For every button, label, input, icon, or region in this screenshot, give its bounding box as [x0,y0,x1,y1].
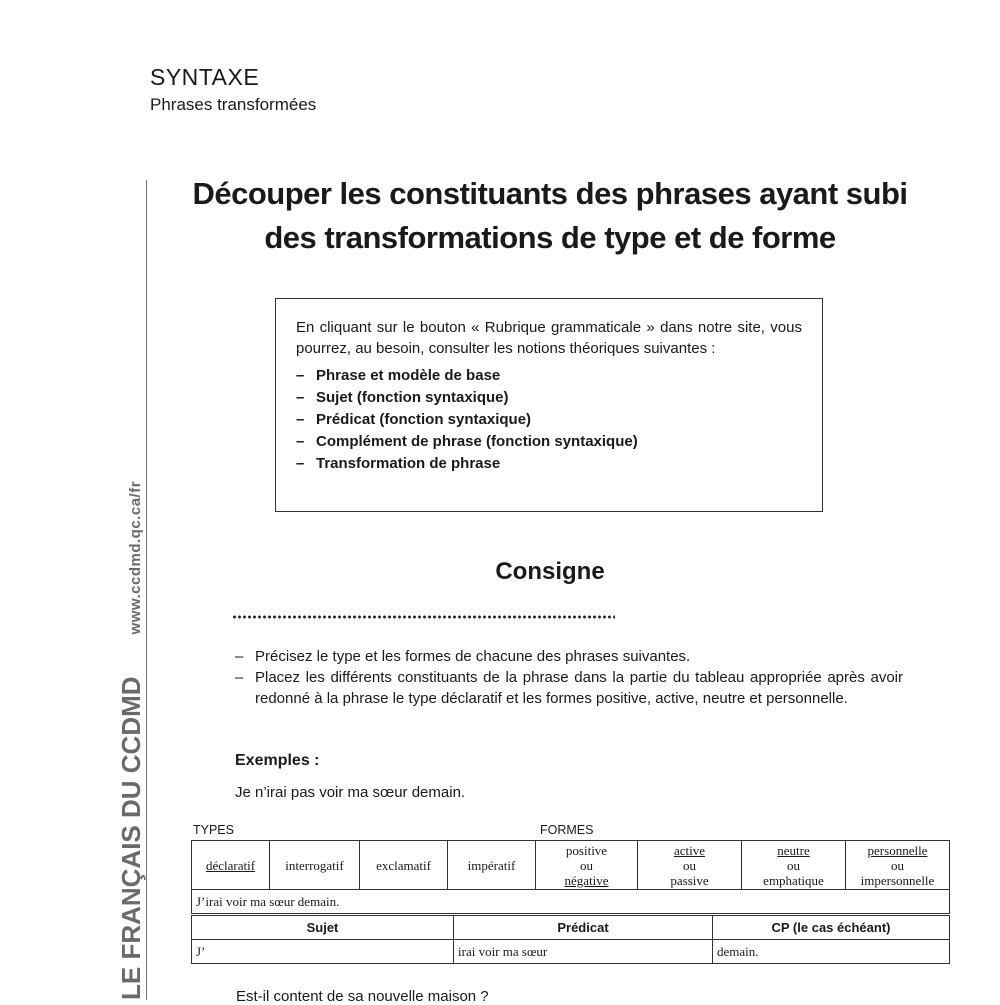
sidebar-brand [112,480,150,1000]
grammar-notes-box [275,298,823,512]
section-label: SYNTAXE [150,64,260,90]
notion-item: – Transformation de phrase [296,455,501,472]
notion-item: – Prédicat (fonction syntaxique) [296,411,532,428]
sujet-header: Sujet [192,916,454,940]
title-line-2: des transformations de type et de forme [264,220,836,255]
forme-cell: active ou passive [638,841,742,890]
title-line-1: Découper les constituants des phrases ayant subi [192,176,908,211]
notion-item: – Complément de phrase (fonction syntaxique) [296,433,638,450]
types-label: TYPES [193,823,234,837]
forme-cell: neutre ou emphatique [742,841,846,890]
instructions-list [235,646,903,709]
example-sentence: Je n’irai pas voir ma sœur demain. [235,784,466,801]
notes-intro: En cliquant sur le bouton « Rubrique grammaticale » dans notre site, vous pourrez, au besoin, consulter les notions théoriques suivantes : [296,319,802,357]
type-cell: interrogatif [270,841,360,890]
cp-header: CP (le cas échéant) [713,916,950,940]
type-cell: exclamatif [360,841,448,890]
forme-cell: personnelle ou impersonnelle [846,841,950,890]
subsection-label: Phrases transformées [150,95,317,114]
instruction-item: – Précisez le type et les formes de chacune des phrases suivantes. [235,648,691,665]
constituents-table [191,915,950,964]
cp-cell: demain. [713,940,950,964]
sujet-cell: J’ [192,940,454,964]
formes-label: FORMES [540,823,594,837]
forme-cell: positive ou négative [536,841,638,890]
notion-item: – Sujet (fonction syntaxique) [296,389,509,406]
restored-sentence: J’irai voir ma sœur demain. [192,890,950,914]
type-cell: impératif [448,841,536,890]
notions-list [296,365,802,475]
instruction-item: – Placez les différents constituants de la phrase dans la partie du tableau appropriée après avoir redonné à la phrase le type déclaratif et les formes positive, active, neutre et personnelle. [235,669,903,707]
consigne-heading: Consigne [495,558,605,585]
publisher-name: LE FRANÇAIS DU CCDMD [116,676,146,1000]
predicat-cell: irai voir ma sœur [454,940,713,964]
page-header [150,62,316,116]
analysis-table [191,840,950,914]
predicat-header: Prédicat [454,916,713,940]
type-cell: déclaratif [192,841,270,890]
dotted-separator [232,615,615,619]
publisher-url: www.ccdmd.qc.ca/fr [127,480,144,635]
next-question: Est-il content de sa nouvelle maison ? [236,988,489,1005]
notion-item: – Phrase et modèle de base [296,367,501,384]
page-title [160,172,940,260]
examples-heading: Exemples : [235,752,320,769]
